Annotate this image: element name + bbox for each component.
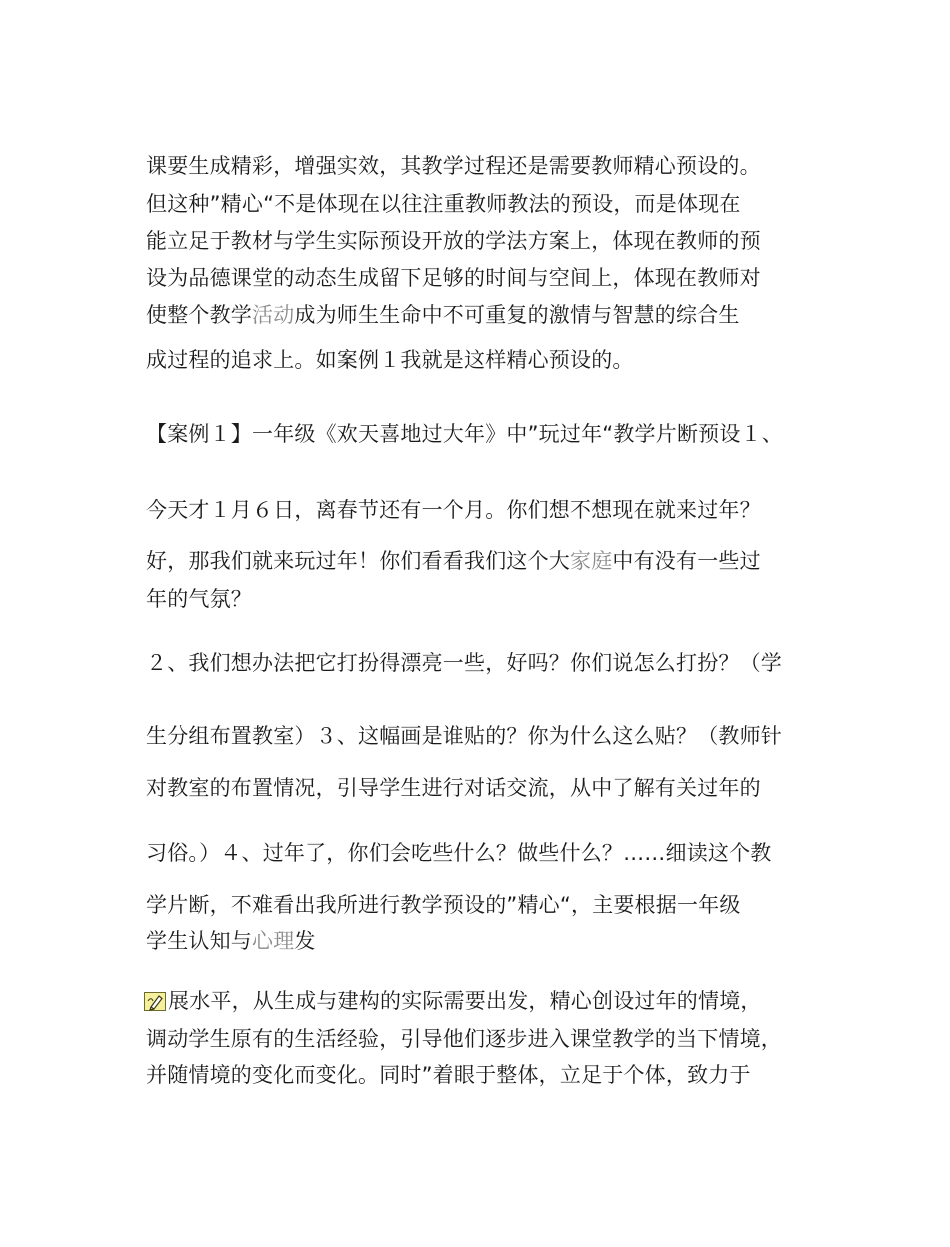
paragraph-line-16 — [146, 927, 316, 955]
paragraph-line-8 — [146, 496, 761, 524]
paragraph-line-9 — [146, 547, 761, 575]
line-text: 习俗。）４、过年了，你们会吃些什么？做些什么？……细读这个教 — [146, 841, 772, 865]
paragraph-line-11 — [146, 649, 782, 677]
line-text: 展水平，从生成与建构的实际需要出发，精心创设过年的情境， — [168, 989, 762, 1013]
line-text: 生分组布置教室）３、这幅画是谁贴的？你为什么这么贴？（教师针 — [146, 724, 782, 748]
paragraph-line-14 — [146, 839, 772, 867]
line-text: 年的气氛？ — [146, 587, 252, 611]
line-text: 好，那我们就来玩过年！你们看看我们这个大 — [146, 549, 570, 573]
line-text: 学片断，不难看出我所进行教学预设的”精心“，主要根据一年级 — [146, 893, 741, 917]
paragraph-line-10 — [146, 585, 252, 613]
line-text: 学生认知与 — [146, 929, 252, 953]
paragraph-line-17 — [144, 987, 762, 1015]
paragraph-line-1 — [146, 152, 761, 180]
paragraph-line-4 — [146, 264, 761, 292]
paragraph-line-19 — [146, 1061, 751, 1089]
note-icon[interactable] — [144, 992, 166, 1011]
line-text: 【案例１】一年级《欢天喜地过大年》中”玩过年“教学片断预设１、 — [146, 422, 783, 446]
line-text: 调动学生原有的生活经验，引导他们逐步进入课堂教学的当下情境， — [146, 1027, 782, 1051]
line-text: 对教室的布置情况，引导学生进行对话交流，从中了解有关过年的 — [146, 776, 761, 800]
line-text: 成为师生生命中不可重复的激情与智慧的综合生 — [294, 303, 740, 327]
paragraph-line-2 — [146, 190, 741, 218]
case-heading-line — [146, 420, 783, 448]
line-text: ２、我们想办法把它打扮得漂亮一些，好吗？你们说怎么打扮？（学 — [146, 651, 782, 675]
paragraph-line-3 — [146, 227, 761, 255]
paragraph-line-12 — [146, 722, 782, 750]
line-text: 并随情境的变化而变化。同时”着眼于整体，立足于个体，致力于 — [146, 1063, 751, 1087]
line-text: 但这种”精心“不是体现在以往注重教师教法的预设，而是体现在 — [146, 192, 741, 216]
keyword-link-huodong[interactable]: 活动 — [252, 303, 295, 327]
line-text: 成过程的追求上。如案例１我就是这样精心预设的。 — [146, 348, 634, 372]
line-text: 能立足于教材与学生实际预设开放的学法方案上，体现在教师的预 — [146, 229, 761, 253]
line-text: 今天才１月６日，离春节还有一个月。你们想不想现在就来过年？ — [146, 498, 761, 522]
paragraph-line-18 — [146, 1025, 782, 1053]
keyword-link-xinli[interactable]: 心理 — [252, 929, 295, 953]
paragraph-line-5 — [146, 301, 740, 329]
keyword-link-jiating[interactable]: 家庭 — [570, 549, 613, 573]
paragraph-line-13 — [146, 774, 761, 802]
line-text: 发 — [294, 929, 316, 953]
line-text: 课要生成精彩，增强实效，其教学过程还是需要教师精心预设的。 — [146, 154, 761, 178]
line-text: 使整个教学 — [146, 303, 252, 327]
line-text: 设为品德课堂的动态生成留下足够的时间与空间上，体现在教师对 — [146, 266, 761, 290]
paragraph-line-6 — [146, 346, 634, 374]
line-text: 中有没有一些过 — [612, 549, 761, 573]
paragraph-line-15 — [146, 891, 741, 919]
